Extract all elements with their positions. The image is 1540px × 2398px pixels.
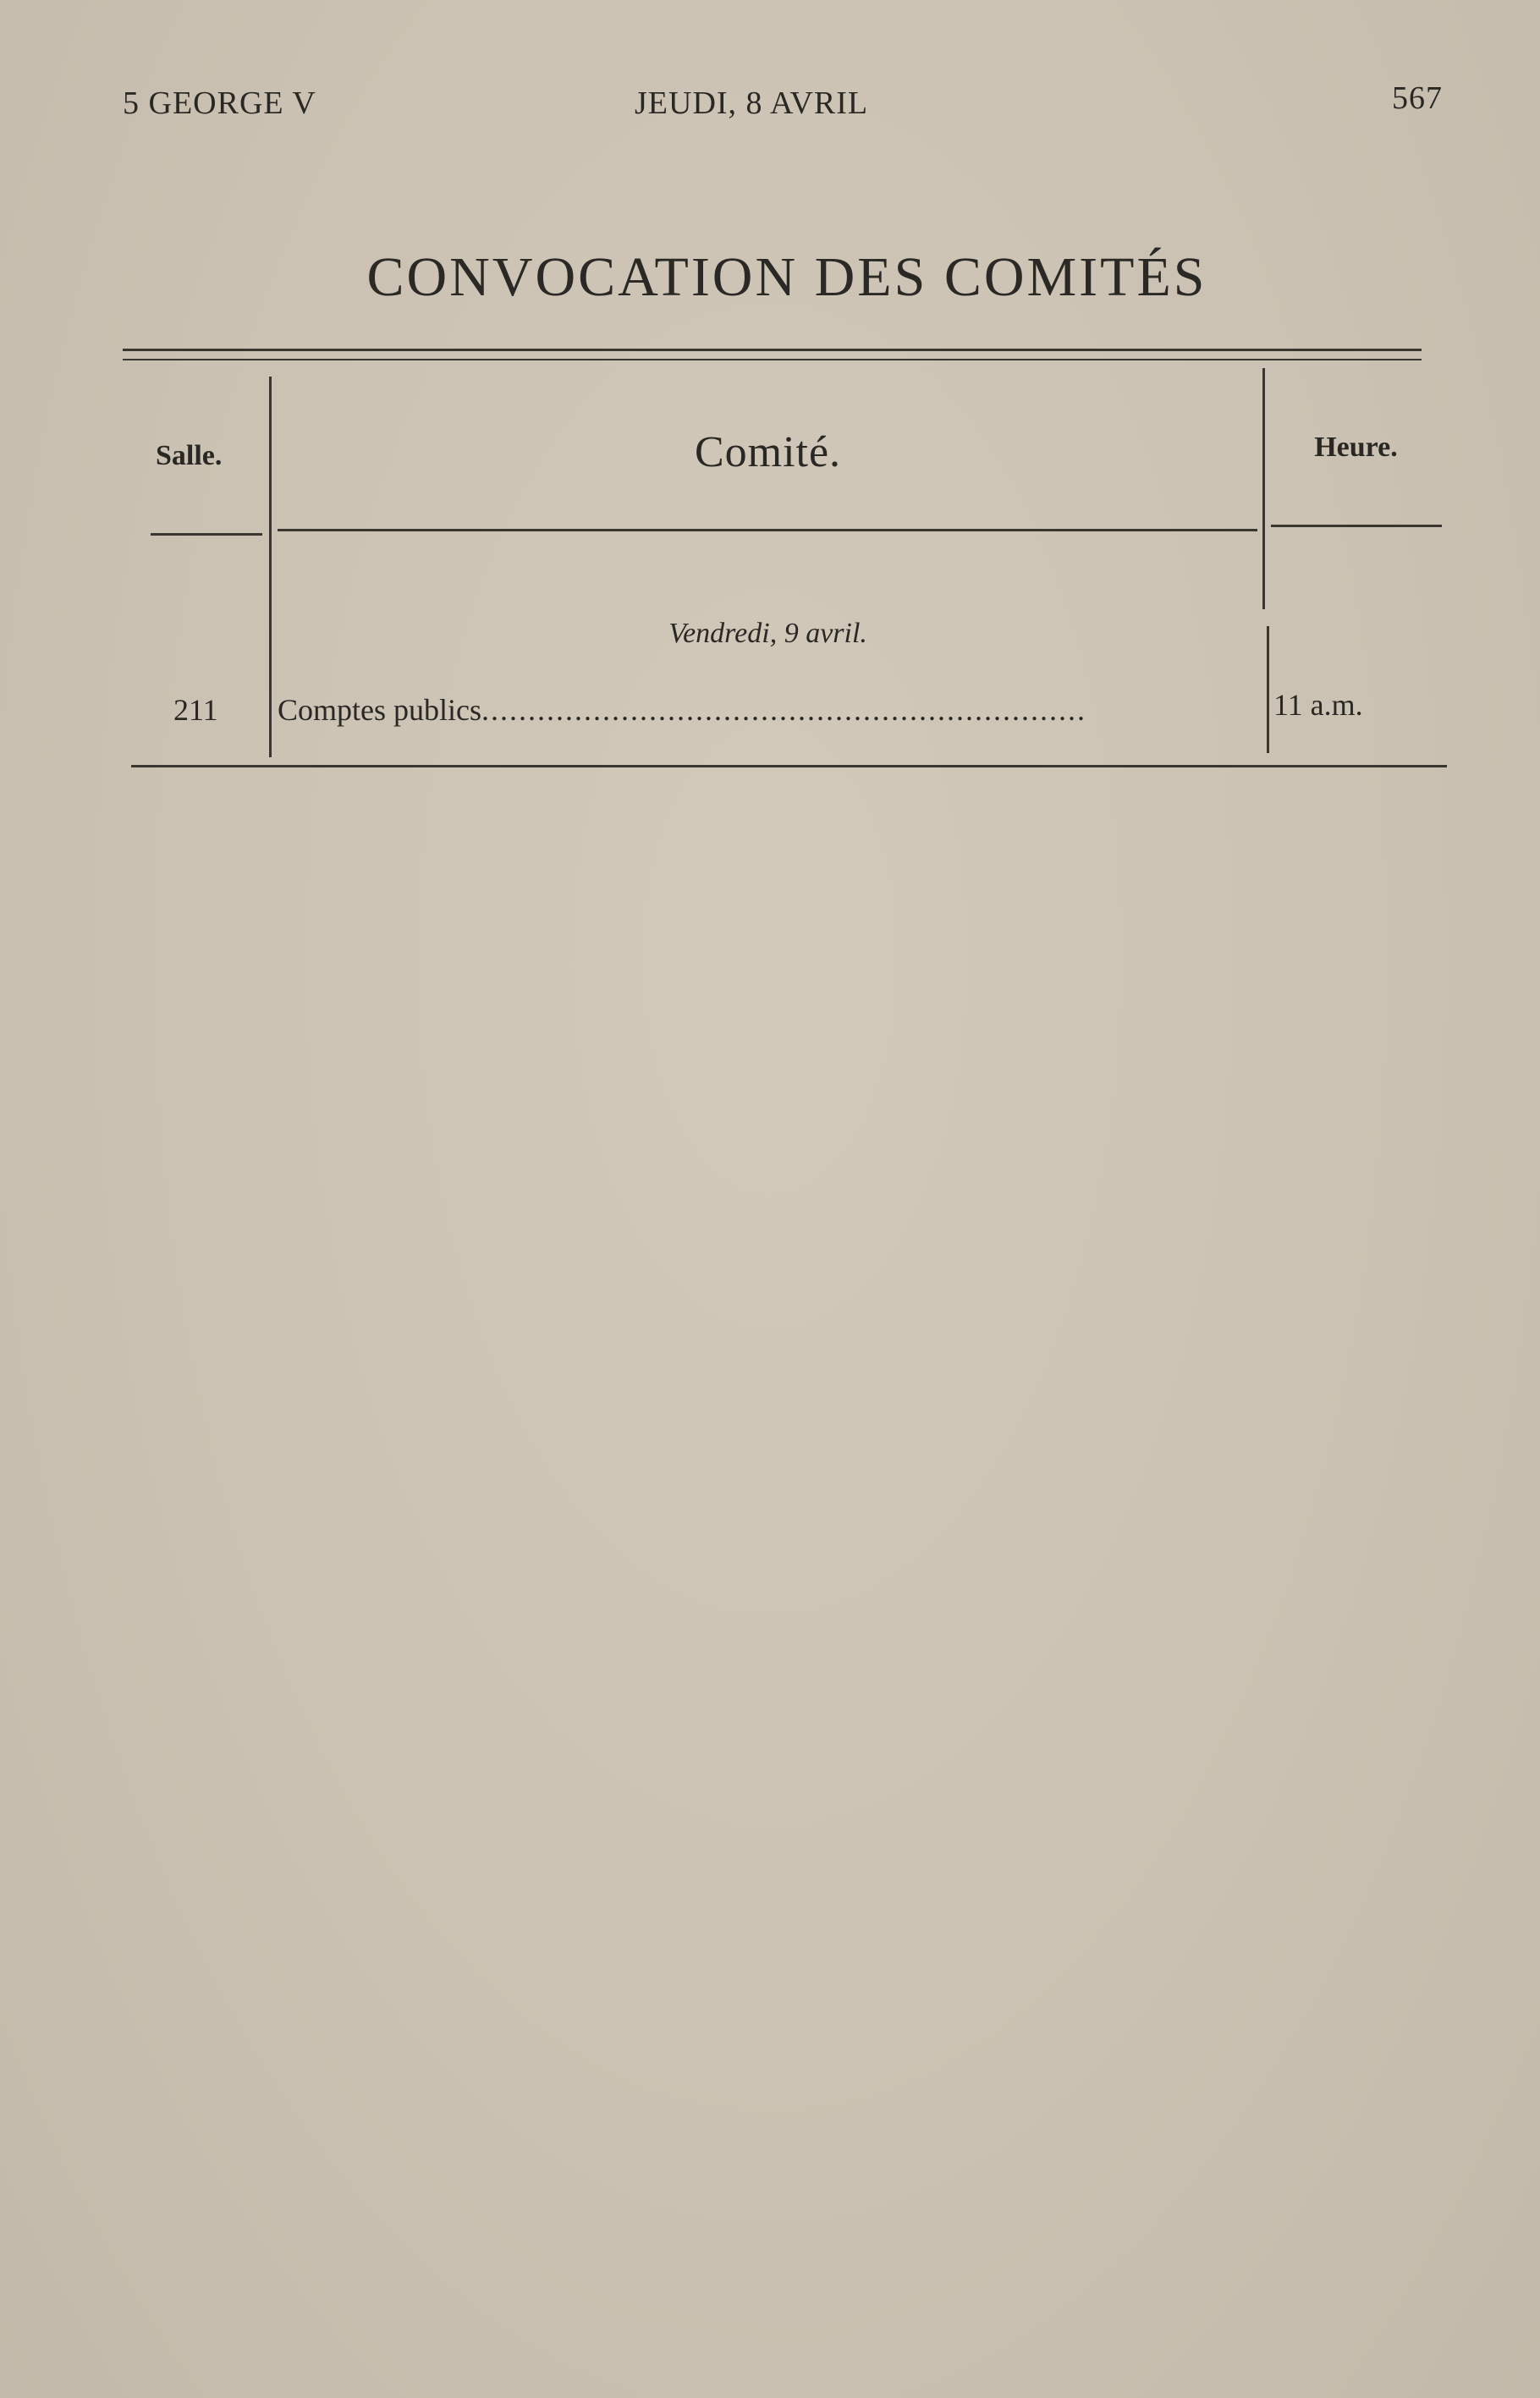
- page-number: 567: [1392, 80, 1443, 116]
- column-divider-heure: [1262, 368, 1265, 609]
- header-underline-comite: [278, 529, 1257, 531]
- header-underline-salle: [151, 533, 262, 536]
- header-underline-heure: [1271, 525, 1442, 527]
- day-heading: Vendredi, 9 avril.: [668, 618, 867, 649]
- column-header-comite: Comité.: [694, 428, 842, 476]
- header-date: JEUDI, 8 AVRIL: [635, 85, 869, 121]
- regnal-year: 5 GEORGE V: [123, 85, 316, 121]
- bottom-rule: [131, 765, 1447, 767]
- table-row-heure: 11 a.m.: [1273, 688, 1363, 722]
- table-row-salle: 211: [173, 693, 218, 727]
- table-row-comite: [278, 692, 1259, 728]
- committee-name: Comptes publics: [278, 693, 481, 727]
- page-title: CONVOCATION DES COMITÉS: [366, 246, 1207, 308]
- top-rule-1: [123, 349, 1422, 351]
- top-rule-2: [123, 359, 1422, 360]
- column-header-salle: Salle.: [156, 440, 223, 471]
- column-header-heure: Heure.: [1314, 432, 1398, 463]
- column-divider-heure-lower: [1267, 626, 1269, 753]
- running-head: [123, 80, 1443, 135]
- dot-leader: .................................................................: [481, 693, 1086, 727]
